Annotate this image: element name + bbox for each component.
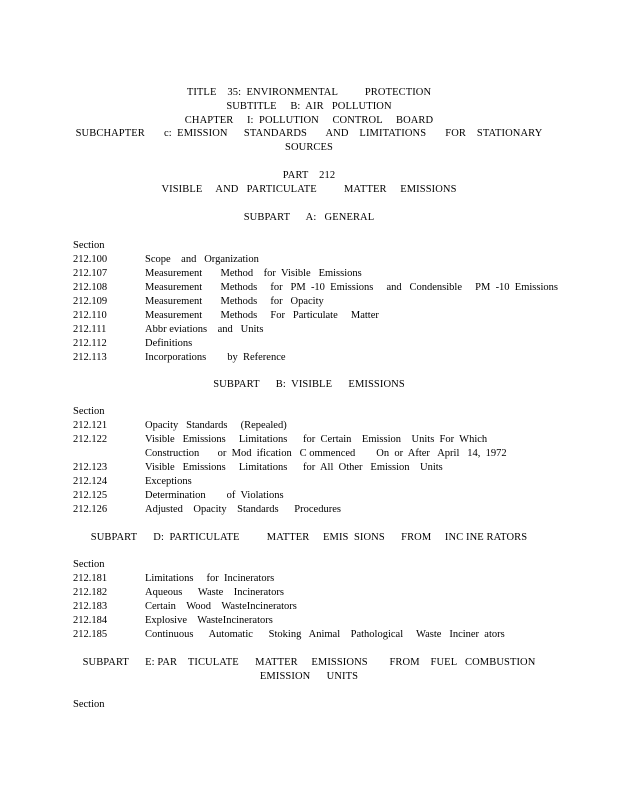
section-number: 212.109 [73, 296, 108, 307]
table-row [73, 433, 488, 447]
subchapter-line: SUBCHAPTER c: EMISSION STANDARDS AND LIMITATIONS FOR STATIONARY [75, 128, 543, 139]
table-row [73, 475, 192, 489]
table-row [73, 503, 341, 517]
section-title: Certain Wood WasteIncinerators [145, 601, 297, 612]
table-row [73, 614, 273, 628]
table-row [73, 323, 264, 337]
section-number: 212.182 [73, 587, 108, 598]
section-number: 212.126 [73, 504, 108, 515]
section-title: Measurement Methods For Particulate Matter [145, 310, 379, 321]
section-number: 212.107 [73, 268, 108, 279]
section-number: 212.184 [73, 615, 108, 626]
subpart-a-section-label: Section [73, 240, 105, 251]
table-row [73, 267, 362, 281]
table-row [73, 628, 505, 642]
section-title: Abbr eviations and Units [145, 324, 264, 335]
subpart-e-heading: SUBPART E: PAR TICULATE MATTER EMISSIONS FROM FUEL COMBUSTION [82, 657, 536, 668]
table-row [73, 586, 284, 600]
subchapter-continuation: SOURCES [285, 142, 333, 153]
section-title: Measurement Method for Visible Emissions [145, 268, 362, 279]
part-line: PART 212 [282, 170, 336, 181]
section-title: Limitations for Incinerators [145, 573, 275, 584]
subtitle-line: SUBTITLE B: AIR POLLUTION [226, 101, 392, 112]
section-title: Scope and Organization [145, 254, 259, 265]
table-row [73, 419, 287, 433]
section-number: 212.125 [73, 490, 108, 501]
table-row [73, 572, 275, 586]
section-number: 212.124 [73, 476, 108, 487]
section-number: 212.121 [73, 420, 108, 431]
section-title-continuation: Construction or Mod ification C ommenced On or After April 14, 1972 [145, 448, 507, 459]
table-row [73, 600, 297, 614]
section-number: 212.108 [73, 282, 108, 293]
section-title: Aqueous Waste Incinerators [145, 587, 284, 598]
table-row [73, 337, 193, 351]
section-title: Opacity Standards (Repealed) [145, 420, 287, 431]
subpart-b-section-label: Section [73, 406, 105, 417]
section-number: 212.181 [73, 573, 108, 584]
section-title: Visible Emissions Limitations for Certain Emission Units For Which [145, 434, 488, 445]
subpart-a-heading: SUBPART A: GENERAL [243, 212, 375, 223]
subpart-e-heading-continuation: EMISSION UNITS [259, 671, 359, 682]
title-line: TITLE 35: ENVIRONMENTAL PROTECTION [186, 87, 432, 98]
section-title: Visible Emissions Limitations for All Other Emission Units [145, 462, 443, 473]
table-row [73, 351, 286, 365]
section-number: 212.123 [73, 462, 108, 473]
section-title: Definitions [145, 338, 193, 349]
section-title: Continuous Automatic Stoking Animal Pathological Waste Inciner ators [145, 629, 505, 640]
table-row [73, 489, 284, 503]
section-title: Incorporations by Reference [145, 352, 286, 363]
table-row [73, 281, 558, 295]
table-row [73, 461, 443, 475]
section-title: Exceptions [145, 476, 192, 487]
chapter-line: CHAPTER I: POLLUTION CONTROL BOARD [184, 115, 434, 126]
subpart-d-section-label: Section [73, 559, 105, 570]
section-title: Measurement Methods for PM -10 Emissions and Condensible PM -10 Emissions [145, 282, 558, 293]
section-number: 212.110 [73, 310, 107, 321]
section-title: Measurement Methods for Opacity [145, 296, 324, 307]
section-number: 212.112 [73, 338, 107, 349]
section-title: Explosive WasteIncinerators [145, 615, 273, 626]
section-number: 212.111 [73, 324, 107, 335]
section-number: 212.113 [73, 352, 107, 363]
table-row [73, 295, 324, 309]
subpart-b-heading: SUBPART B: VISIBLE EMISSIONS [213, 379, 405, 390]
table-row [73, 309, 379, 323]
subpart-d-heading: SUBPART D: PARTICULATE MATTER EMIS SIONS FROM INC INE RATORS [90, 532, 528, 543]
section-title: Determination of Violations [145, 490, 284, 501]
section-number: 212.100 [73, 254, 108, 265]
section-number: 212.185 [73, 629, 108, 640]
table-row [73, 253, 259, 267]
subpart-e-section-label: Section [73, 699, 105, 710]
section-number: 212.122 [73, 434, 108, 445]
section-number: 212.183 [73, 601, 108, 612]
section-title: Adjusted Opacity Standards Procedures [145, 504, 341, 515]
part-title: VISIBLE AND PARTICULATE MATTER EMISSIONS [161, 184, 457, 195]
